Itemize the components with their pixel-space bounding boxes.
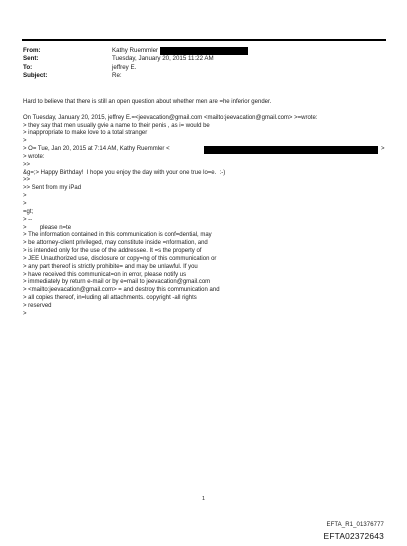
from-row xyxy=(23,47,383,55)
opening-line: Hard to believe that there is still an open question about whether men are =he inferior gender. xyxy=(23,99,272,105)
quote-line: > xyxy=(23,200,27,207)
quote-line: > xyxy=(23,193,27,200)
disclaimer-line: > reserved xyxy=(23,302,52,309)
subject-value: Re: xyxy=(112,71,122,79)
page-number: 1 xyxy=(202,496,206,502)
quote-line: > xyxy=(23,310,27,317)
disclaimer-line: > have received this communicat=on in error, please notify us xyxy=(23,271,187,278)
disclaimer-line: > be attorney-client privileged, may constitute inside =nformation, and xyxy=(23,240,208,247)
disclaimer-line: > any part thereof is strictly prohibite= and may be unlawful. If you xyxy=(23,263,198,270)
to-label: To: xyxy=(23,63,33,71)
quote-line: On Tuesday, January 20, 2015, jeffrey E.=<jeevacation@gmail.com <mailto:jeevacation@gmail.com> >=wrote: xyxy=(23,114,318,121)
disclaimer-line: > The information contained in this communication is conf=dential, may xyxy=(23,232,212,239)
disclaimer-line: > <mailto:jeevacation@gmail.com> = and destroy this communication and xyxy=(23,287,220,294)
quote-line: > they say that men usually gvie a name to their penis , as i= would be xyxy=(23,122,210,129)
quote-line: >> xyxy=(23,161,31,168)
from-label: From: xyxy=(23,47,41,54)
quote-line: >> Sent from my iPad xyxy=(23,185,82,192)
quote-line: > -- xyxy=(23,216,33,223)
bates-number-small: EFTA_R1_01376777 xyxy=(326,522,384,528)
quote-line: > please n=te xyxy=(23,224,72,231)
quote-line: > wrote: xyxy=(23,153,45,160)
quote-line: =gt; xyxy=(23,208,34,215)
quote-line: > inappropriate to make love to a total stranger xyxy=(23,130,148,137)
quote-line-redacted: > O= Tue, Jan 20, 2015 at 7:14 AM, Kathy Ruemmler < > xyxy=(23,146,385,153)
bates-number-large: EFTA02372643 xyxy=(323,531,384,541)
header-rule xyxy=(22,39,386,41)
disclaimer-line: > all copies thereof, in=luding all attachments. copyright -all rights xyxy=(23,295,197,302)
sent-label: Sent: xyxy=(23,55,39,63)
to-value: jeffrey E. xyxy=(112,63,137,71)
redaction-bar xyxy=(160,47,248,55)
quote-line: >> xyxy=(23,177,31,184)
from-value: Kathy Ruemmler xyxy=(112,47,159,54)
disclaimer-line: > is intended only for the use of the addressee. It =s the property of xyxy=(23,248,202,255)
email-body xyxy=(23,99,385,319)
disclaimer-line: > JEE Unauthorized use, disclosure or copy=ng of this communication or xyxy=(23,255,217,262)
quote-line: &g=;> Happy Birthday! I hope you enjoy the day with your one true lo=e. :-) xyxy=(23,169,226,176)
redaction-bar xyxy=(204,146,378,154)
subject-label: Subject: xyxy=(23,71,48,79)
disclaimer-line: > immediately by return e-mail or by e=mail to jeevacation@gmail.com xyxy=(23,279,211,286)
sent-row xyxy=(23,55,383,63)
sent-value: Tuesday, January 20, 2015 11:22 AM xyxy=(112,55,214,63)
to-row xyxy=(23,64,383,72)
subject-row xyxy=(23,72,383,80)
email-header xyxy=(23,47,383,80)
quote-line: > xyxy=(23,138,27,145)
